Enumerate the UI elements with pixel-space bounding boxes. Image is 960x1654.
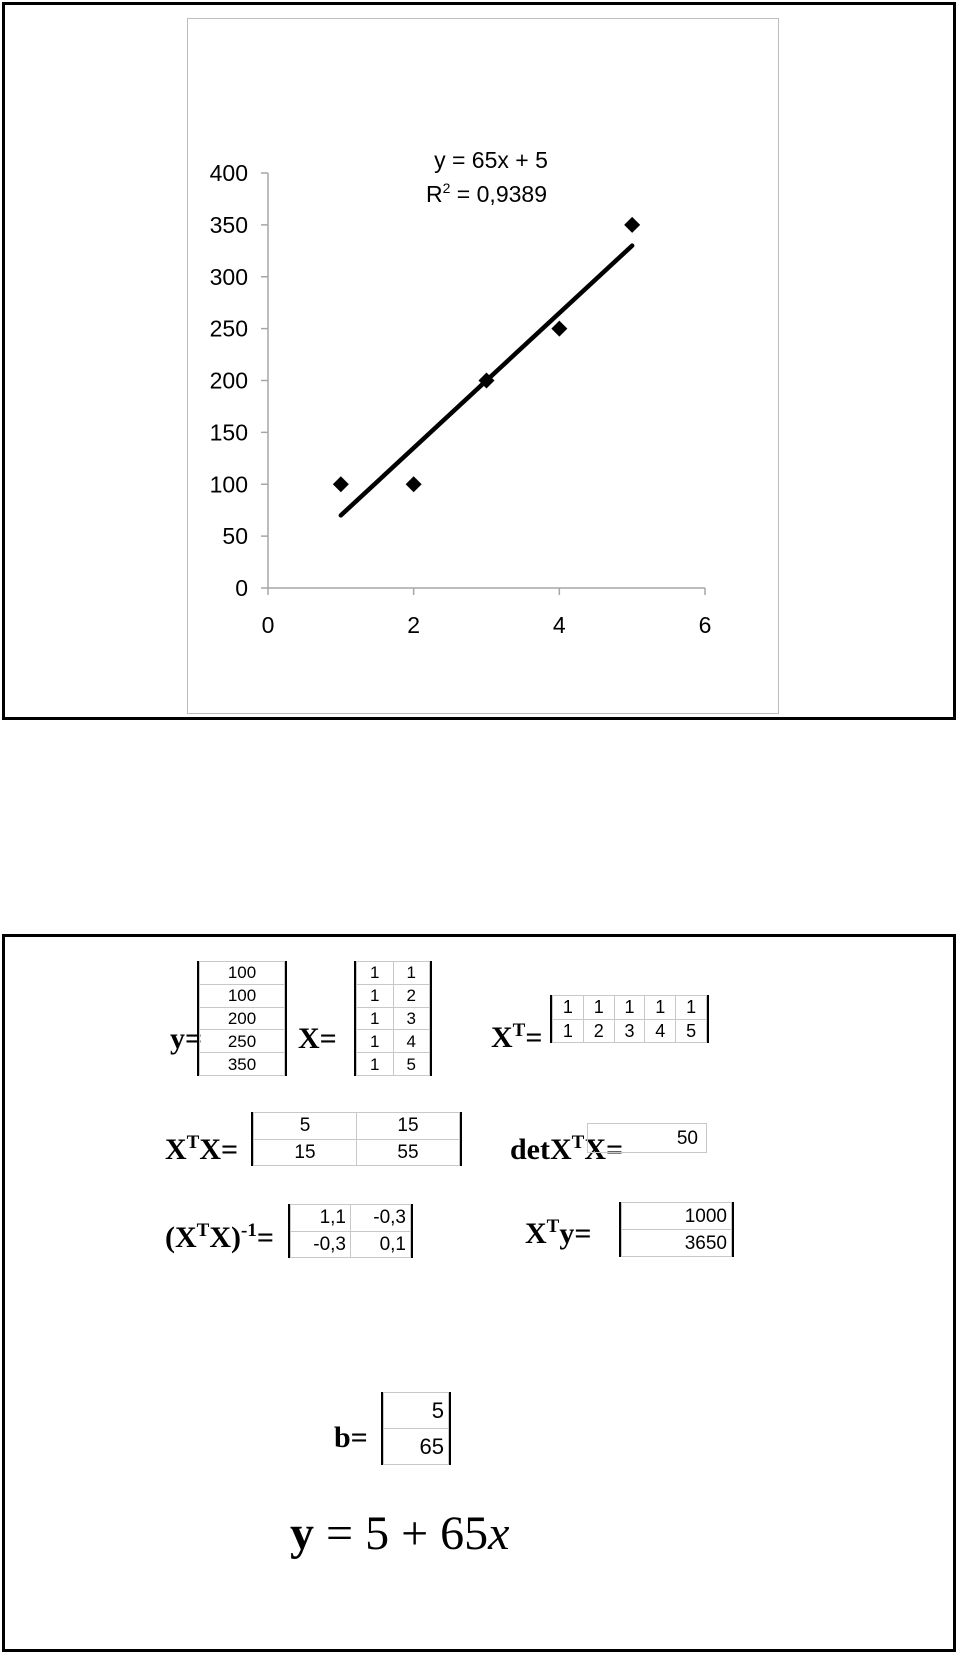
x-tick-label: 6	[698, 612, 712, 638]
matrix-row	[200, 984, 285, 1007]
matrix-cell: 4	[393, 1030, 430, 1053]
trendline-equation-label: y = 65x + 5	[434, 147, 548, 173]
matrix-table	[253, 1112, 460, 1166]
matrix-cell: 15	[254, 1139, 357, 1166]
x-tick-label: 0	[261, 612, 275, 638]
matrix-row	[384, 1393, 449, 1429]
matrix-row	[291, 1205, 411, 1232]
xty-label: $X^Ty=$	[525, 1216, 592, 1250]
x-tick-label: 2	[407, 612, 421, 638]
matrix-row	[200, 962, 285, 985]
matrix-table	[552, 995, 707, 1043]
x-matrix	[354, 961, 432, 1076]
matrix-row	[357, 984, 430, 1007]
matrix-cell: 3650	[622, 1230, 732, 1257]
y-vector	[197, 961, 287, 1076]
matrix-row	[200, 1007, 285, 1030]
xtx-inverse-matrix	[288, 1204, 413, 1258]
matrix-cell: 1	[357, 1053, 394, 1076]
matrix-table	[621, 1202, 732, 1257]
matrix-row	[357, 1053, 430, 1076]
matrix-cell: 200	[200, 1007, 285, 1030]
matrix-table	[290, 1204, 411, 1258]
matrix-cell: 2	[393, 984, 430, 1007]
matrix-cell: 1	[676, 996, 707, 1020]
matrix-cell: 5	[384, 1393, 449, 1429]
det-label: detX$^T$X=	[510, 1132, 624, 1166]
data-point	[406, 476, 422, 492]
matrix-cell: 1	[553, 996, 584, 1020]
matrix-cell: 1	[357, 984, 394, 1007]
x-matrix-label: X=	[298, 1022, 337, 1055]
matrix-cell: 1	[357, 1007, 394, 1030]
matrix-cell: 15	[357, 1113, 460, 1140]
matrix-row	[200, 1030, 285, 1053]
matrix-row	[553, 996, 707, 1020]
b-label: b=	[334, 1421, 368, 1454]
matrix-table	[199, 961, 285, 1076]
matrix-row	[357, 1007, 430, 1030]
x-tick-label: 4	[552, 612, 566, 638]
xty-vector	[619, 1202, 734, 1257]
y-tick-label: 250	[209, 315, 248, 342]
matrix-row	[200, 1053, 285, 1076]
matrix-cell: 100	[200, 984, 285, 1007]
matrix-row	[622, 1230, 732, 1257]
matrix-cell: 65	[384, 1429, 449, 1465]
matrix-row	[357, 1030, 430, 1053]
matrix-cell: 55	[357, 1139, 460, 1166]
matrix-row	[254, 1113, 460, 1140]
matrix-cell: 2	[583, 1019, 614, 1043]
matrix-cell: 5	[393, 1053, 430, 1076]
b-vector	[381, 1392, 451, 1465]
matrix-cell: 5	[254, 1113, 357, 1140]
r-squared-label: $R^2 = 0,9389$	[426, 180, 547, 207]
matrix-cell: 250	[200, 1030, 285, 1053]
xtx-matrix	[251, 1112, 462, 1166]
data-point	[333, 476, 349, 492]
data-point	[624, 217, 640, 233]
matrix-row	[357, 962, 430, 985]
matrix-cell: 1000	[622, 1203, 732, 1230]
xtx-label: $X^TX=$	[165, 1132, 239, 1166]
matrix-row	[622, 1203, 732, 1230]
data-point	[551, 321, 567, 337]
matrix-cell: 3	[393, 1007, 430, 1030]
y-tick-label: 0	[235, 575, 248, 601]
matrix-cell: 1	[583, 996, 614, 1020]
y-tick-label: 400	[209, 160, 248, 186]
matrix-row	[291, 1231, 411, 1258]
matrix-cell: 1	[553, 1019, 584, 1043]
xt-label: $X^T=$	[491, 1020, 543, 1054]
y-tick-label: 200	[209, 367, 248, 394]
matrix-row	[553, 1019, 707, 1043]
chart-panel	[2, 2, 956, 720]
matrix-row	[384, 1429, 449, 1465]
det-value: 50	[587, 1123, 707, 1153]
matrix-cell: 1	[614, 996, 645, 1020]
matrix-cell: 1	[357, 962, 394, 985]
matrix-table	[356, 961, 430, 1076]
matrix-cell: 3	[614, 1019, 645, 1043]
y-tick-label: 350	[209, 211, 248, 238]
scatter-chart	[5, 5, 953, 717]
matrix-cell: 1	[393, 962, 430, 985]
matrix-cell: 1	[357, 1030, 394, 1053]
y-label: y=	[170, 1022, 203, 1055]
matrix-cell: 350	[200, 1053, 285, 1076]
matrix-cell: -0,3	[291, 1231, 351, 1258]
y-tick-label: 150	[209, 419, 248, 446]
matrix-row	[254, 1139, 460, 1166]
xtx-inverse-label: $(X^TX)^{-1}=$	[165, 1220, 274, 1254]
matrix-cell: 1	[645, 996, 676, 1020]
matrix-cell: 1,1	[291, 1205, 351, 1232]
matrix-cell: 0,1	[351, 1231, 411, 1258]
matrix-cell: 100	[200, 962, 285, 985]
y-tick-label: 50	[222, 523, 248, 550]
xt-matrix	[550, 995, 709, 1043]
matrix-table	[383, 1392, 449, 1465]
matrix-cell: 4	[645, 1019, 676, 1043]
y-tick-label: 300	[209, 263, 248, 290]
matrix-cell: 5	[676, 1019, 707, 1043]
regression-equation: y = 5 + 65x	[290, 1507, 510, 1560]
matrix-cell: -0,3	[351, 1205, 411, 1232]
y-tick-label: 100	[209, 471, 248, 498]
